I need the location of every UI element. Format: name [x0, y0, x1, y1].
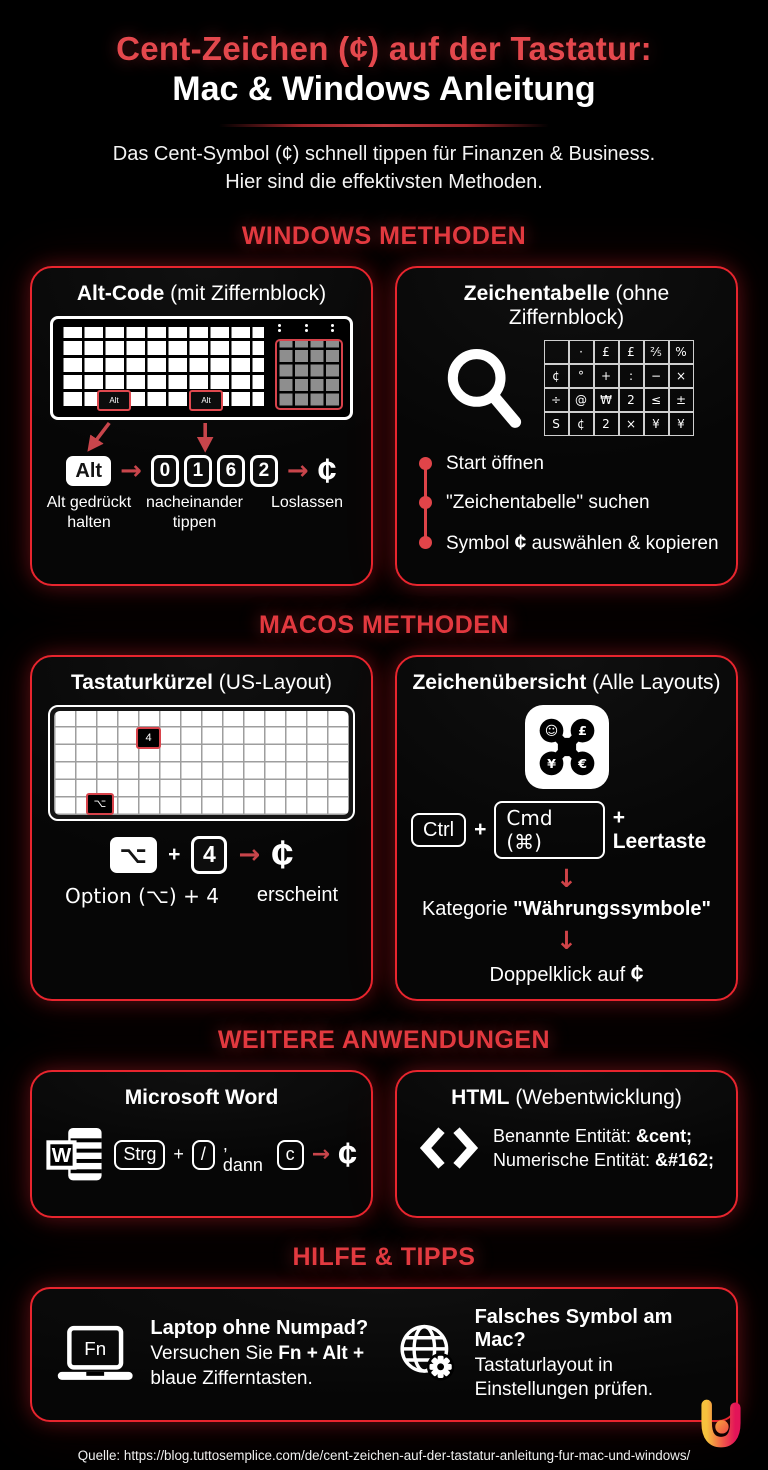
- named-entity-line: [493, 1124, 714, 1148]
- zeichentabelle-steps: [419, 453, 722, 555]
- char-cell: ·: [569, 340, 594, 364]
- named-entity-label: Benannte Entität:: [492, 1125, 637, 1146]
- tip-wrong-symbol: [397, 1306, 712, 1403]
- card-zeichenuebersicht-title-bold: Zeichenübersicht: [412, 670, 587, 694]
- brand-logo-icon: [700, 1398, 742, 1450]
- word-letter: W: [51, 1143, 72, 1167]
- label-erscheint: erscheint: [256, 883, 339, 906]
- cent-symbol: ¢: [338, 1135, 357, 1174]
- step-3: [419, 531, 722, 555]
- tip-wrong-symbol-text: [475, 1306, 712, 1403]
- card-word-title-bold: Microsoft Word: [124, 1085, 279, 1109]
- card-tastaturkuerzel-title-rest: (US-Layout): [212, 670, 333, 694]
- dann-text: , dann: [222, 1133, 263, 1175]
- numeric-entity-label: Numerische Entität:: [492, 1150, 655, 1171]
- zeichentabelle-graphic: [411, 340, 722, 436]
- cent-symbol: ¢: [317, 451, 337, 490]
- step-1: [419, 453, 722, 475]
- char-cell: ¢: [569, 412, 594, 436]
- card-altcode-title: [46, 282, 357, 306]
- subtitle-line1: Das Cent-Symbol (¢) schnell tippen für Finanzen & Business.: [112, 143, 656, 165]
- tip-no-numpad-title: Laptop ohne Numpad?: [150, 1317, 369, 1340]
- arrow-right-icon: →: [238, 839, 261, 870]
- page-title-main: Mac & Windows Anleitung: [172, 70, 596, 108]
- card-html-title-rest: (Webentwicklung): [509, 1085, 682, 1109]
- card-zeichenuebersicht-title-rest: (Alle Layouts): [586, 670, 721, 694]
- step-3-cent: ¢: [514, 530, 527, 554]
- tip-no-numpad-text: [150, 1317, 371, 1391]
- doubleclick-cent: ¢: [630, 959, 644, 986]
- search-icon: [440, 342, 528, 434]
- euro-glyph: €: [577, 756, 587, 772]
- step-2: [419, 492, 722, 514]
- char-cell: ¥: [669, 412, 694, 436]
- card-zeichentabelle: [395, 266, 738, 586]
- card-zeichentabelle-title-rest: (ohne Ziffernblock): [508, 281, 670, 329]
- plus-sign: +: [474, 817, 487, 841]
- card-tastaturkuerzel-title-bold: Tastaturkürzel: [70, 670, 213, 694]
- step-bullet: [419, 457, 432, 470]
- tip1-bold: Fn + Alt +: [278, 1343, 365, 1365]
- step-2-text: "Zeichentabelle" suchen: [446, 491, 650, 513]
- html-entity-lines: [493, 1124, 714, 1173]
- html-entities-row: [411, 1124, 722, 1173]
- arrow-right-icon: →: [120, 455, 142, 486]
- viewer-shortcut-row: [411, 801, 722, 859]
- label-release: Loslassen: [270, 493, 344, 511]
- altcode-step-labels: [46, 493, 357, 534]
- card-zeichentabelle-title: [411, 282, 722, 330]
- more-cards-row: [30, 1070, 738, 1218]
- char-cell: S: [544, 412, 569, 436]
- char-cell: [544, 340, 569, 364]
- keyboard-main-keys: [61, 327, 264, 409]
- ctrl-keycap: Ctrl: [411, 813, 466, 847]
- named-entity-code: &cent;: [636, 1125, 693, 1146]
- step-1-text: Start öffnen: [446, 452, 544, 474]
- character-table: [544, 340, 694, 436]
- laptop-fn-icon: [56, 1322, 134, 1386]
- card-word-title: [46, 1086, 357, 1110]
- kategorie-pre: Kategorie: [421, 897, 514, 920]
- numpad-highlight: [275, 339, 343, 410]
- char-cell: ⅖: [644, 340, 669, 364]
- char-cell: ÷: [544, 388, 569, 412]
- plus-sign: +: [168, 842, 181, 866]
- card-altcode: [30, 266, 373, 586]
- card-altcode-title-rest: (mit Ziffernblock): [164, 281, 327, 305]
- digit-keycap-0: 0: [151, 455, 179, 487]
- char-cell: −: [644, 364, 669, 388]
- arrow-right-icon: →: [286, 455, 309, 486]
- card-word: [30, 1070, 373, 1218]
- tip-no-numpad-body: [150, 1342, 371, 1391]
- char-cell: +: [594, 364, 619, 388]
- plus-sign: +: [173, 1144, 184, 1165]
- four-keycap: 4: [191, 836, 227, 874]
- tip1-post: blaue Zifferntasten.: [150, 1367, 313, 1389]
- char-cell: ≤: [644, 388, 669, 412]
- c-keycap: c: [277, 1140, 304, 1170]
- card-html-title: [411, 1086, 722, 1110]
- step-bullet: [419, 496, 432, 509]
- alt-key-right-highlight: Alt: [189, 390, 223, 411]
- macos-cards-row: [30, 655, 738, 1001]
- char-cell: £: [594, 340, 619, 364]
- numeric-entity-code: &#162;: [655, 1150, 715, 1171]
- step-3-post: auswählen & kopieren: [526, 532, 719, 554]
- label-hold-alt: Alt gedrückt halten: [46, 493, 132, 532]
- char-cell: ×: [669, 364, 694, 388]
- section-title-more: WEITERE ANWENDUNGEN: [217, 1025, 551, 1054]
- char-cell: ₩: [594, 388, 619, 412]
- highlighted-option-key: ⌥: [86, 793, 114, 815]
- alt-keycap: Alt: [66, 456, 111, 486]
- plus-leertaste: + Leertaste: [612, 805, 707, 853]
- char-cell: ¢: [544, 364, 569, 388]
- subtitle: [30, 140, 738, 197]
- card-altcode-title-bold: Alt-Code: [76, 281, 165, 305]
- char-cell: ×: [619, 412, 644, 436]
- help-card: [30, 1287, 738, 1422]
- section-title-windows: WINDOWS METHODEN: [241, 221, 527, 250]
- char-cell: ±: [669, 388, 694, 412]
- char-cell: @: [569, 388, 594, 412]
- section-title-macos: MACOS METHODEN: [258, 610, 510, 639]
- char-cell: °: [569, 364, 594, 388]
- fn-label: Fn: [84, 1338, 107, 1360]
- char-cell: %: [669, 340, 694, 364]
- card-zeichenuebersicht: [395, 655, 738, 1001]
- char-cell: :: [619, 364, 644, 388]
- yen-glyph: ¥: [546, 756, 556, 772]
- step-3-pre: Symbol: [446, 532, 515, 554]
- kategorie-bold: "Währungssymbole": [513, 897, 712, 920]
- tip-wrong-symbol-title: Falsches Symbol am Mac?: [474, 1305, 673, 1351]
- option-keycap: ⌥: [110, 837, 158, 873]
- strg-keycap: Strg: [114, 1140, 165, 1170]
- card-html: [395, 1070, 738, 1218]
- code-brackets-icon: [419, 1126, 479, 1170]
- label-type-digits: nacheinander tippen: [146, 493, 243, 532]
- tip-no-numpad: [56, 1306, 371, 1403]
- page-title-accent: Cent-Zeichen (¢) auf der Tastatur:: [116, 30, 652, 67]
- card-tastaturkuerzel-title: [46, 671, 357, 695]
- char-cell: £: [619, 340, 644, 364]
- step-bullet: [419, 536, 432, 549]
- card-zeichentabelle-title-bold: Zeichentabelle: [463, 281, 610, 305]
- char-cell: 2: [619, 388, 644, 412]
- digit-keycap-2: 2: [250, 455, 278, 487]
- card-html-title-bold: HTML: [451, 1085, 510, 1109]
- digit-keycap-6: 6: [217, 455, 245, 487]
- digit-keycap-1: 1: [184, 455, 212, 487]
- cent-symbol: ¢: [271, 832, 294, 877]
- globe-gear-icon: [397, 1321, 459, 1387]
- mac-keyboard-graphic: [48, 705, 355, 821]
- tip1-pre: Versuchen Sie: [150, 1343, 279, 1365]
- char-cell: 2: [594, 412, 619, 436]
- mac-combo-labels: [46, 884, 357, 908]
- smiley-glyph: ☺: [544, 723, 558, 739]
- subtitle-line2: Hier sind die effektivsten Methoden.: [225, 171, 543, 194]
- highlighted-4-key: 4: [136, 727, 161, 749]
- card-tastaturkuerzel: [30, 655, 373, 1001]
- keyboard-indicator-lights: [278, 324, 334, 327]
- card-zeichenuebersicht-title: [411, 671, 722, 695]
- doubleclick-line: [411, 960, 722, 987]
- windows-keyboard-graphic: [50, 316, 353, 420]
- windows-cards-row: [30, 266, 738, 586]
- numeric-entity-line: [493, 1148, 714, 1172]
- digit-keycaps: [151, 455, 278, 487]
- alt-key-left-highlight: Alt: [97, 390, 131, 411]
- char-cell: ¥: [644, 412, 669, 436]
- pound-glyph: £: [577, 723, 587, 739]
- altcode-combo-row: [46, 451, 357, 490]
- tip-wrong-symbol-body: Tastaturlayout in Einstellungen prüfen.: [474, 1354, 654, 1401]
- word-icon: [46, 1122, 106, 1188]
- cmd-keycap: Cmd (⌘): [494, 801, 604, 859]
- slash-keycap: /: [192, 1140, 215, 1170]
- step-3-text: [446, 531, 719, 555]
- title-divider: [219, 124, 549, 127]
- section-title-help: HILFE & TIPPS: [292, 1242, 476, 1271]
- source-url: Quelle: https://blog.tuttosemplice.com/de/cent-zeichen-auf-der-tastatur-anleitung-fur-mac-und-windows/: [77, 1448, 691, 1464]
- arrow-right-icon: →: [311, 1141, 331, 1167]
- mac-combo-row: [46, 832, 357, 877]
- character-viewer-icon: [525, 705, 609, 789]
- arrow-down-icon: ↓: [556, 863, 577, 893]
- label-option-plus-4: Option (⌥) + 4: [64, 883, 219, 908]
- arrow-down-icon: ↓: [556, 925, 577, 955]
- kategorie-line: [411, 898, 722, 921]
- word-shortcut-row: [46, 1122, 357, 1188]
- doubleclick-pre: Doppelklick auf: [489, 963, 631, 986]
- alt-keys-pointer-arrows: [46, 421, 357, 453]
